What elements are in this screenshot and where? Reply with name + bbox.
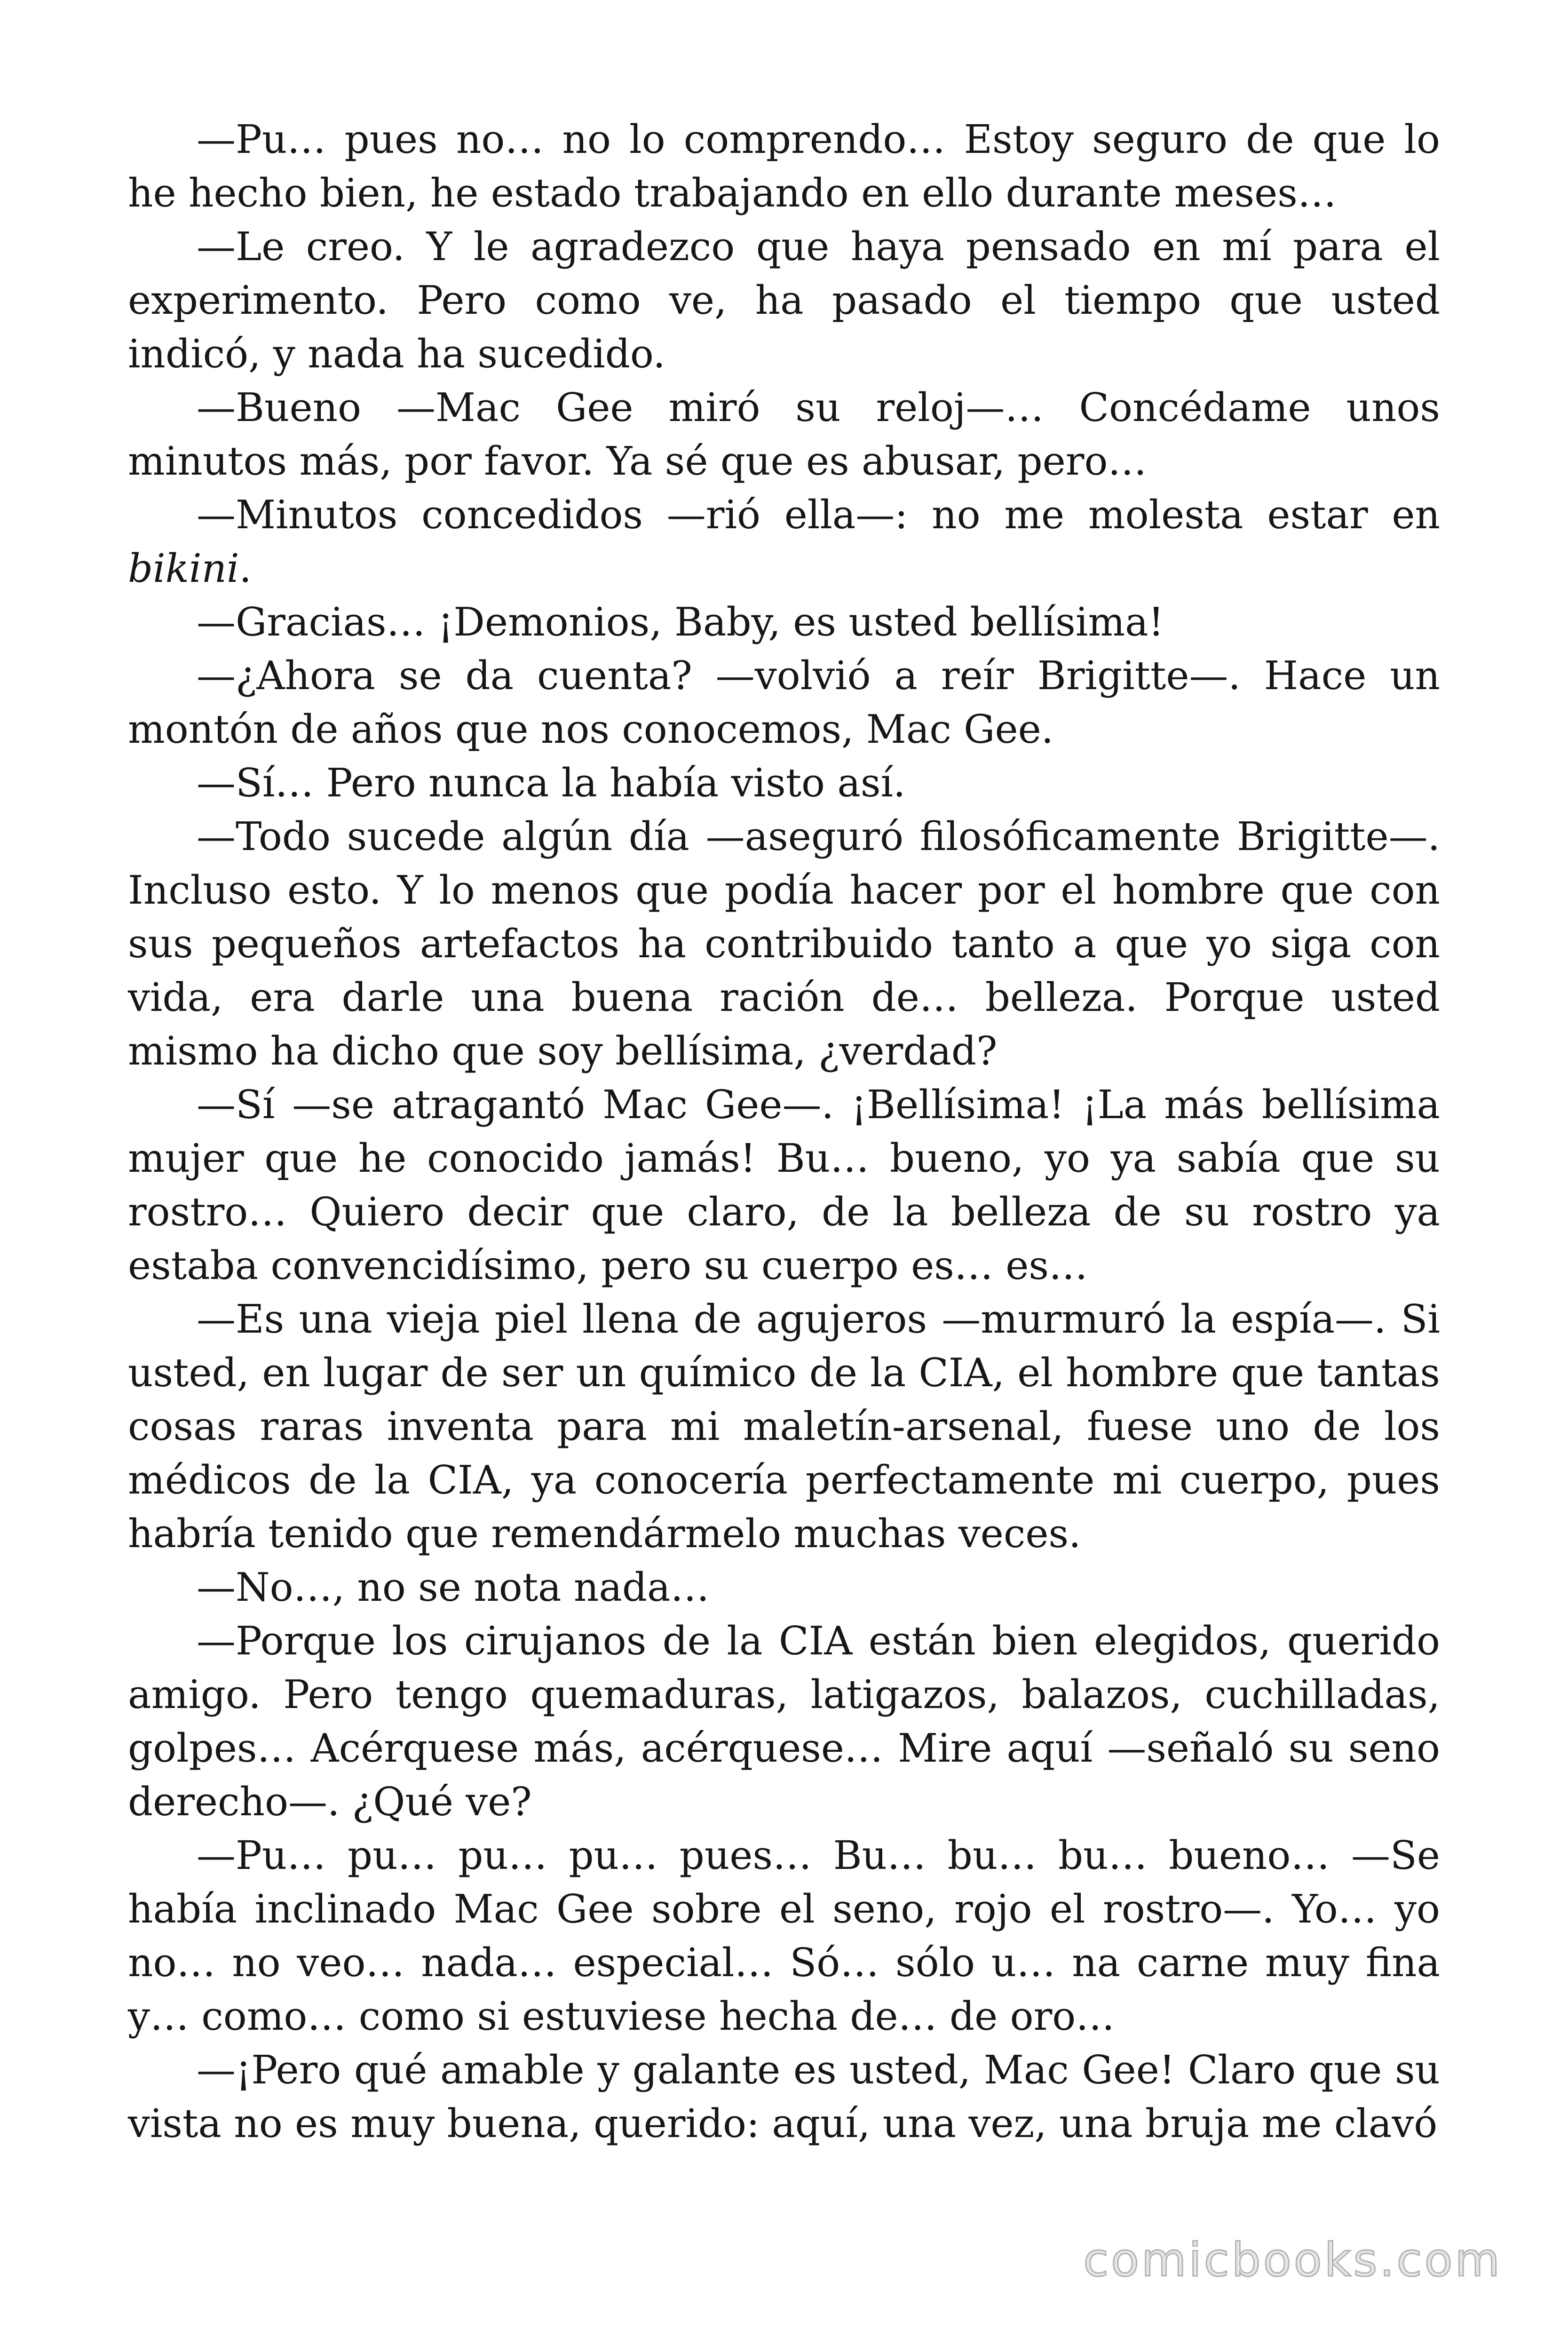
italic-word: bikini (128, 546, 239, 591)
paragraph: —Le creo. Y le agradezco que haya pensado en mí para el experimento. Pero como ve, ha pasado el tiempo que usted indicó, y nada ha sucedido. (128, 224, 1440, 377)
paragraph: —Porque los cirujanos de la CIA están bien elegidos, querido amigo. Pero tengo quemaduras, latigazos, balazos, cuchilladas, golpes… Acérquese más, acérquese… Mire aquí —señaló su seno derecho—. ¿Qué ve? (128, 1618, 1440, 1825)
paragraph: —No…, no se nota nada… (197, 1565, 710, 1610)
paragraph: —¿Ahora se da cuenta? —volvió a reír Brigitte—. Hace un montón de años que nos conocemos, Mac Gee. (128, 653, 1440, 752)
paragraph-with-italic (128, 488, 1440, 596)
paragraph: —Es una vieja piel llena de agujeros —murmuró la espía—. Si usted, en lugar de ser un químico de la CIA, el hombre que tantas cosas raras inventa para mi maletín-arsenal, fuese uno de los médicos de la CIA, ya conocería perfectamente mi cuerpo, pues habría tenido que remendármelo muchas veces. (128, 1296, 1440, 1557)
paragraph: —Sí —se atragantó Mac Gee—. ¡Bellísima! ¡La más bellísima mujer que he conocido jamás! Bu… bueno, yo ya sabía que su rostro… Quiero decir que claro, de la belleza de su rostro ya estaba convencidísimo, pero su cuerpo es… es… (128, 1082, 1440, 1288)
paragraph: —Pu… pues no… no lo comprendo… Estoy seguro de que lo he hecho bien, he estado trabajando en ello durante meses… (128, 117, 1440, 216)
paragraph: —Sí… Pero nunca la había visto así. (197, 760, 906, 806)
paragraph: —Todo sucede algún día —aseguró filosóficamente Brigitte—. Incluso esto. Y lo menos que podía hacer por el hombre que con sus pequeños artefactos ha contribuido tanto a que yo siga con vida, era darle una buena ración de… belleza. Porque usted mismo ha dicho que soy bellísima, ¿verdad? (128, 814, 1440, 1074)
body-text (128, 113, 1440, 2151)
watermark-logo: comicbooks.com (1083, 2233, 1502, 2287)
paragraph: —Gracias… ¡Demonios, Baby, es usted bellísima! (197, 599, 1164, 645)
paragraph: —Pu… pu… pu… pu… pues… Bu… bu… bu… bueno… —Se había inclinado Mac Gee sobre el seno, rojo el rostro—. Yo… yo no… no veo… nada… especial… Só… sólo u… na carne muy fina y… como… como si estuviese hecha de… de oro… (128, 1833, 1440, 2039)
paragraph: —¡Pero qué amable y galante es usted, Mac Gee! Claro que su vista no es muy buena, querido: aquí, una vez, una bruja me clavó (128, 2047, 1440, 2146)
paragraph-tail: . (239, 546, 252, 591)
paragraph: —Bueno —Mac Gee miró su reloj—… Concédame unos minutos más, por favor. Ya sé que es abusar, pero… (128, 385, 1440, 484)
paragraph-text: —Minutos concedidos —rió ella—: no me molesta estar en (197, 492, 1440, 538)
